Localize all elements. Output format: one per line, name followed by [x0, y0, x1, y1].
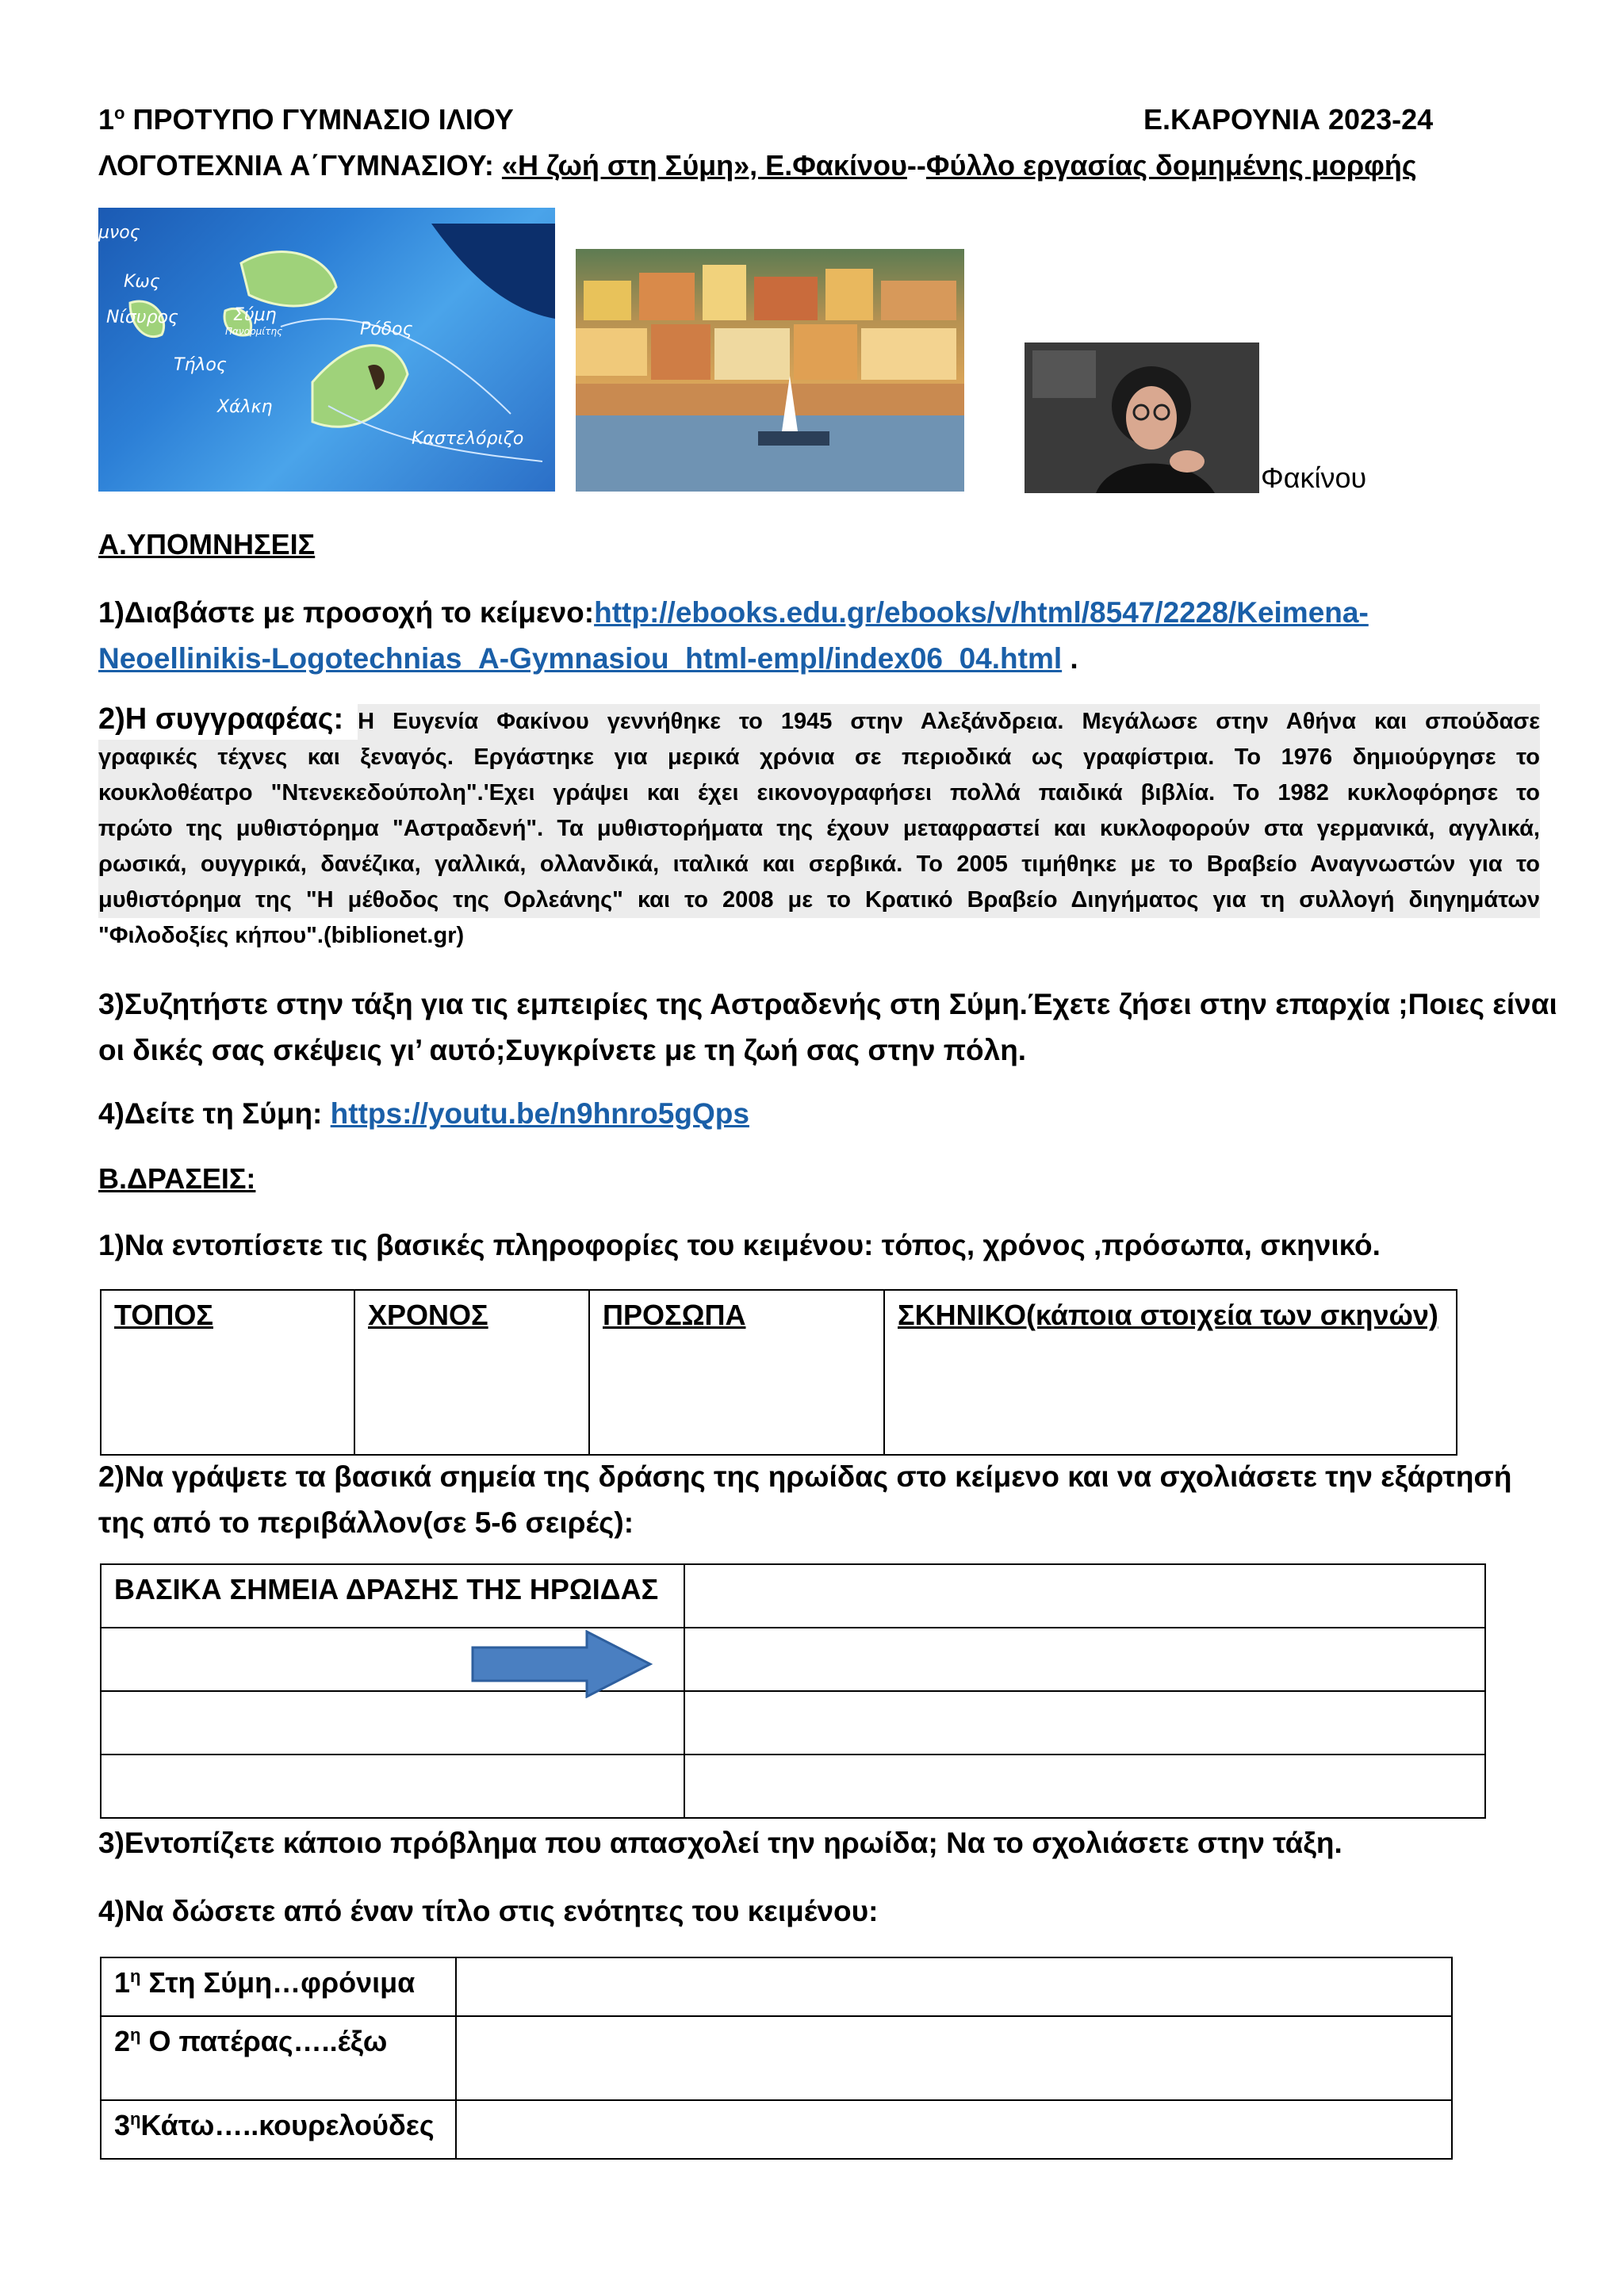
author-illustration [1025, 342, 1259, 493]
table-cell[interactable] [684, 1628, 1485, 1691]
village-illustration [576, 249, 964, 492]
section-number: 3 [114, 2109, 131, 2141]
table-row [101, 2100, 1452, 2159]
item1-line1 [98, 590, 1369, 636]
table-cell[interactable] [684, 1691, 1485, 1755]
map-image [98, 208, 555, 492]
task2-line: της από το περιβάλλον(σε 5-6 σειρές): [98, 1506, 634, 1539]
section-ordinal: η [130, 2109, 141, 2129]
section-a-title: Α.ΥΠΟΜΝΗΣΕΙΣ [98, 528, 316, 561]
info-table [100, 1289, 1457, 1456]
map-label: Ρόδος [360, 320, 413, 339]
author-bio-line: "Φιλοδοξίες κήπου".(biblionet.gr) [98, 923, 465, 948]
section-title-cell [101, 1957, 456, 2016]
item4-line [98, 1091, 749, 1137]
map-illustration [98, 208, 555, 492]
author-bio-line: κουκλοθέατρο "Ντενεκεδούπολη".'Εχει γράψει και έχει εικονογραφήσει πολλά παιδικά βιβλία. Το 1982 κυκλοφόρησε το [98, 775, 1540, 811]
author-bio-line: ρωσικά, ουγγρικά, δανέζικα, γαλλικά, ολλανδικά, ιταλικά και σερβικά. Το 2005 τιμήθηκε με το Βραβείο Αναγνωστών για το [98, 847, 1540, 882]
school-name [98, 97, 514, 143]
section-ordinal: η [130, 2025, 141, 2045]
section-title-cell [101, 2016, 456, 2100]
table-cell[interactable] [456, 1957, 1452, 2016]
sections-table [100, 1957, 1453, 2160]
author-bio-line: πρώτο της μυθιστόρημα "Αστραδενή". Τα μυθιστορήματα της έχουν μεταφραστεί και κυκλοφορούν στα γερμανικά, αγγλικά, [98, 811, 1540, 847]
table-cell[interactable] [456, 2016, 1452, 2100]
section-b-title: Β.ΔΡΑΣΕΙΣ: [98, 1162, 256, 1195]
section-number: 1 [114, 1966, 131, 1999]
table-row [101, 1691, 1485, 1755]
arrow-right-icon [471, 1630, 653, 1698]
map-label: μνος [98, 223, 140, 243]
table-header-persons[interactable] [589, 1290, 884, 1455]
work-title: «Η ζωή στη Σύμη», Ε.Φακίνου [501, 149, 907, 182]
worksheet-type: Φύλλο εργασίας δομημένης μορφής [925, 149, 1417, 182]
item1-line2 [98, 636, 1078, 682]
table-row [101, 1957, 1452, 2016]
header-label: ΧΡΟΝΟΣ [368, 1299, 488, 1331]
item3-line: οι δικές σας σκέψεις γι’ αυτό;Συγκρίνετε με τη ζωή σας στην πόλη. [98, 1034, 1027, 1066]
school-number-suffix: ο [114, 103, 125, 123]
table-header-time[interactable] [354, 1290, 589, 1455]
table-header-place[interactable] [101, 1290, 354, 1455]
map-label: Πανορμίτης [225, 326, 283, 337]
subject-prefix: ΛΟΓΟΤΕΧΝΙΑ Α΄ΓΥΜΝΑΣΙΟΥ: [98, 149, 502, 182]
item1-end: . [1062, 642, 1078, 675]
task4: 4)Να δώσετε από έναν τίτλο στις ενότητες του κειμένου: [98, 1895, 879, 1927]
header-label: ΤΟΠΟΣ [114, 1299, 213, 1331]
youtube-link[interactable]: https://youtu.be/n9hnro5gQps [330, 1097, 749, 1130]
table-row [101, 1564, 1485, 1628]
item3-line: 3)Συζητήστε στην τάξη για τις εμπειρίες της Αστραδενής στη Σύμη.Έχετε ζήσει στην επαρχία ;Ποιες είναι [98, 988, 1557, 1020]
author-label: 2)Η συγγραφέας: [98, 702, 344, 736]
action-header-cell [101, 1564, 684, 1628]
subject-line [98, 143, 1417, 189]
author-bio-line: μυθιστόρημα της "Η μέθοδος της Ορλεάνης" και το 2008 με το Κρατικό Βραβείο Διηγήματος για τη συλλογή διηγημάτων [98, 882, 1540, 918]
map-label: Τήλος [174, 355, 227, 375]
header-label: ΣΚΗΝΙΚΟ(κάποια στοιχεία των σκηνών) [898, 1299, 1438, 1331]
section-title-cell [101, 2100, 456, 2159]
title-separator: -- [906, 149, 926, 182]
author-caption: Φακίνου [1261, 461, 1367, 494]
school-name-text: ΠΡΟΤΥΠΟ ΓΥΜΝΑΣΙΟ ΙΛΙΟΥ [124, 103, 514, 136]
section-label: Κάτω…..κουρελούδες [140, 2109, 435, 2141]
teacher-year: Ε.ΚΑΡΟΥΝΙΑ 2023-24 [1143, 103, 1434, 136]
task1: 1)Να εντοπίσετε τις βασικές πληροφορίες του κειμένου: τόπος, χρόνος ,πρόσωπα, σκηνικό. [98, 1229, 1381, 1261]
map-label: Καστελόριζο [412, 429, 524, 449]
table-cell[interactable] [684, 1564, 1485, 1628]
author-bio-line: Η Ευγενία Φακίνου γεννήθηκε το 1945 στην Αλεξάνδρεια. Μεγάλωσε στην Αθήνα και σπούδασε [358, 704, 1540, 740]
map-label: Κως [124, 272, 160, 292]
table-cell[interactable] [456, 2100, 1452, 2159]
author-bio-block [98, 702, 1540, 954]
table-row [101, 2016, 1452, 2100]
section-label: Στη Σύμη…φρόνιμα [140, 1966, 416, 1999]
section-ordinal: η [130, 1966, 141, 1986]
header-label: ΠΡΟΣΩΠΑ [603, 1299, 746, 1331]
map-label: Νίσυρος [106, 308, 178, 327]
task3: 3)Εντοπίζετε κάποιο πρόβλημα που απασχολεί την ηρωίδα; Να το σχολιάσετε στην τάξη. [98, 1827, 1342, 1859]
author-bio-line: γραφικές τέχνες και ξεναγός. Εργάστηκε για μερικά χρόνια σε περιοδικά ως γραφίστρια. Το 1976 δημιούργησε το [98, 740, 1540, 775]
table-header-setting[interactable] [884, 1290, 1457, 1455]
item4-text: 4)Δείτε τη Σύμη: [98, 1097, 331, 1130]
village-image [576, 249, 964, 492]
map-label: Χάλκη [217, 397, 273, 417]
section-number: 2 [114, 2025, 131, 2057]
item1-text: 1)Διαβάστε με προσοχή το κείμενο: [98, 596, 595, 629]
task2-line: 2)Να γράψετε τα βασικά σημεία της δράσης της ηρωίδας στο κείμενο και να σχολιάσετε την εξάρτησή [98, 1460, 1512, 1493]
map-label: Σύμη [233, 305, 277, 325]
ebook-link[interactable]: http://ebooks.edu.gr/ebooks/v/html/8547/2228/Keimena- [594, 596, 1369, 629]
action-table [100, 1563, 1486, 1819]
ebook-link-continued[interactable]: Neoellinikis-Logotechnias_A-Gymnasiou_html-empl/index06_04.html [98, 642, 1063, 675]
author-photo [1025, 342, 1259, 493]
school-number: 1 [98, 103, 115, 136]
action-header-label: ΒΑΣΙΚΑ ΣΗΜΕΙΑ ΔΡΑΣΗΣ ΤΗΣ ΗΡΩΙΔΑΣ [114, 1573, 659, 1605]
table-row [101, 1290, 1457, 1455]
table-row [101, 1755, 1485, 1818]
section-label: Ο πατέρας…..έξω [140, 2025, 388, 2057]
table-cell[interactable] [684, 1755, 1485, 1818]
table-cell[interactable] [101, 1691, 684, 1755]
table-row [101, 1628, 1485, 1691]
table-cell[interactable] [101, 1755, 684, 1818]
author-bio-first-line [98, 702, 1540, 740]
